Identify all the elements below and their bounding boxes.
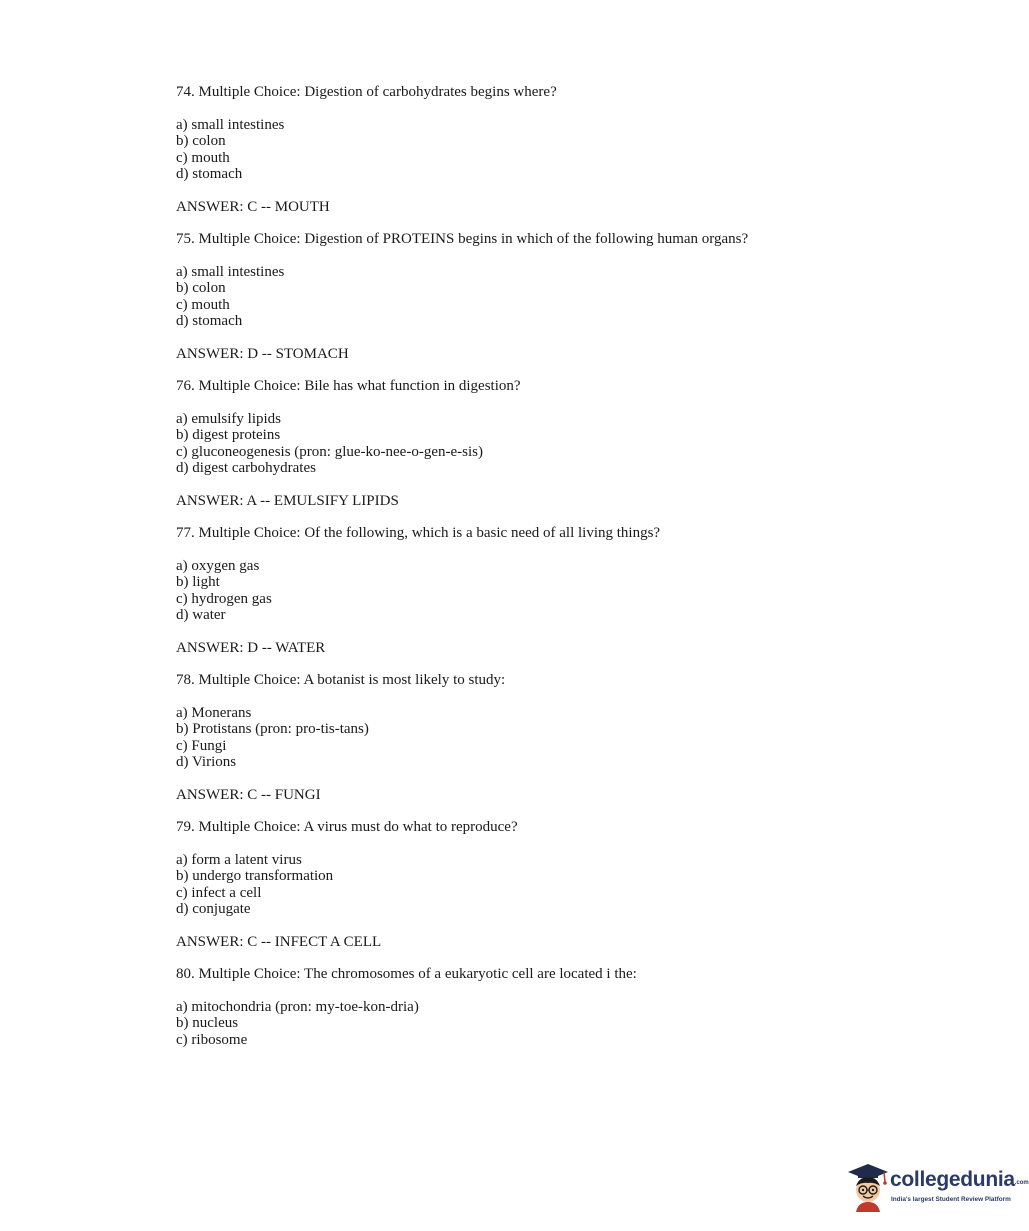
question-text: 75. Multiple Choice: Digestion of PROTEINS begins in which of the following human organs? — [176, 231, 749, 247]
question-text: 78. Multiple Choice: A botanist is most likely to study: — [176, 672, 506, 688]
option-list — [176, 705, 936, 771]
question-text: 76. Multiple Choice: Bile has what function in digestion? — [176, 378, 521, 394]
option-item: d) water — [176, 607, 226, 623]
answer-text: ANSWER: D -- STOMACH — [176, 345, 349, 362]
option-item: d) conjugate — [176, 901, 251, 917]
option-item: b) digest proteins — [176, 427, 281, 443]
logo-tagline: India's largest Student Review Platform — [891, 1196, 1011, 1203]
option-item: c) Fungi — [176, 737, 227, 754]
option-item: b) nucleus — [176, 1015, 239, 1031]
question-block-75 — [176, 231, 936, 378]
question-sheet — [176, 84, 936, 1048]
option-item: a) form a latent virus — [176, 851, 302, 868]
option-list — [176, 558, 936, 624]
option-item: a) emulsify lipids — [176, 410, 281, 427]
answer-text: ANSWER: C -- MOUTH — [176, 198, 330, 215]
option-item: c) hydrogen gas — [176, 590, 272, 607]
option-list — [176, 999, 936, 1049]
option-item: b) colon — [176, 133, 226, 149]
option-item: c) ribosome — [176, 1031, 248, 1048]
option-item: c) mouth — [176, 149, 230, 166]
option-item: a) small intestines — [176, 263, 285, 280]
logo-suffix: .com — [1014, 1180, 1029, 1186]
question-text: 80. Multiple Choice: The chromosomes of a eukaryotic cell are located i the: — [176, 966, 637, 982]
graduate-mascot-icon — [844, 1160, 890, 1212]
logo-wordmark — [890, 1168, 1029, 1192]
question-block-76 — [176, 378, 936, 525]
option-list — [176, 264, 936, 330]
option-list — [176, 117, 936, 183]
option-list — [176, 852, 936, 918]
option-item: b) colon — [176, 280, 226, 296]
question-block-79 — [176, 819, 936, 966]
answer-text: ANSWER: D -- WATER — [176, 639, 326, 656]
option-list — [176, 411, 936, 477]
answer-text: ANSWER: C -- FUNGI — [176, 786, 321, 803]
option-item: a) small intestines — [176, 116, 285, 133]
question-block-78 — [176, 672, 936, 819]
option-item: b) undergo transformation — [176, 868, 334, 884]
question-text: 79. Multiple Choice: A virus must do what to reproduce? — [176, 819, 518, 835]
question-text: 74. Multiple Choice: Digestion of carbohydrates begins where? — [176, 84, 557, 100]
option-item: d) digest carbohydrates — [176, 460, 316, 476]
option-item: b) light — [176, 574, 220, 590]
option-item: d) stomach — [176, 313, 243, 329]
option-item: a) mitochondria (pron: my-toe-kon-dria) — [176, 998, 419, 1015]
option-item: c) mouth — [176, 296, 230, 313]
question-block-74 — [176, 84, 936, 231]
option-item: a) oxygen gas — [176, 557, 260, 574]
question-block-77 — [176, 525, 936, 672]
question-block-80 — [176, 966, 936, 1048]
option-item: b) Protistans (pron: pro-tis-tans) — [176, 721, 369, 737]
logo-name: collegedunia — [890, 1168, 1015, 1191]
option-item: c) infect a cell — [176, 884, 262, 901]
answer-text: ANSWER: A -- EMULSIFY LIPIDS — [176, 492, 399, 509]
option-item: d) Virions — [176, 754, 237, 770]
option-item: c) gluconeogenesis (pron: glue-ko-nee-o-gen-e-sis) — [176, 443, 483, 460]
option-item: a) Monerans — [176, 704, 252, 721]
collegedunia-logo — [844, 1160, 1029, 1212]
answer-text: ANSWER: C -- INFECT A CELL — [176, 933, 382, 950]
question-text: 77. Multiple Choice: Of the following, which is a basic need of all living things? — [176, 525, 661, 541]
option-item: d) stomach — [176, 166, 243, 182]
